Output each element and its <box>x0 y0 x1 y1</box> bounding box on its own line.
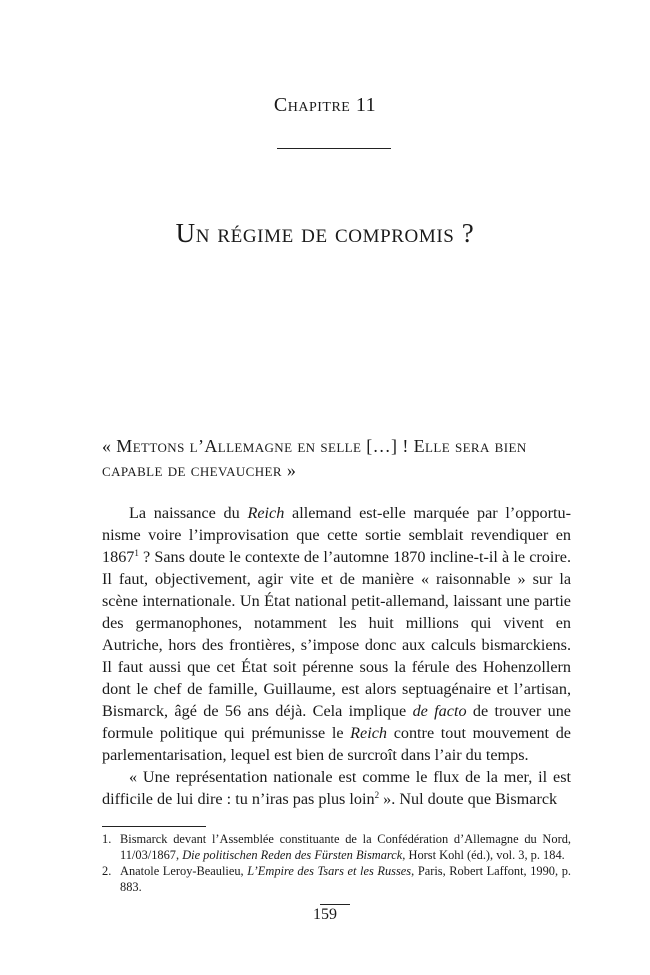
page-number-rule <box>320 904 350 905</box>
paragraph-text: « Une représentation nationale est comme le flux de la mer, il est difficile de lui dire : tu n’iras pas plus loin <box>102 768 571 808</box>
footnote-title: Die politischen Reden des Fürsten Bismarck <box>182 848 403 862</box>
footnote-ref-2[interactable]: 2 <box>374 790 380 800</box>
paragraph-text: ». Nul doute que Bismarck <box>379 790 558 808</box>
footnote-text-part: , Paris, Robert Laffont, 1990, p. 883. <box>120 864 571 894</box>
paragraph-text: La naissance du <box>129 504 248 522</box>
paragraph-text: ? Sans doute le contexte de l’automne 1870 incline-t-il à le croire. Il faut, objectivement, agir vite et de manière « raisonnable » sur la scène internationale. Un État national petit-allemand, laissant une partie des germanophones, notamment les huit millions qui vivent en Autriche, hors des frontières, s’impose donc aux calculs bismarckiens. Il faut aussi que cet État soit pérenne sous la férule des Hohenzollern dont le chef de famille, Guillaume, est alors septuagénaire et l’artisan, Bismarck, âgé de 56 ans déjà. Cela implique <box>102 548 571 720</box>
chapter-title: Un régime de compromis ? <box>175 218 475 248</box>
footnote-text-part: Bismarck devant l’Assemblée constituante de la Confédération d’Allemagne du Nord, 11/03/1867, <box>120 832 571 862</box>
italic-term: de facto <box>412 702 467 720</box>
footnote-1 <box>102 831 571 863</box>
italic-term: Reich <box>350 724 388 742</box>
paragraph-1 <box>102 502 571 766</box>
footnote-text <box>120 831 571 863</box>
body-text <box>102 502 571 810</box>
footnote-title: L’Empire des Tsars et les Russes <box>247 864 412 878</box>
footnote-number: 1. <box>102 832 112 846</box>
footnote-number: 2. <box>102 864 112 878</box>
page-number: 159 <box>313 906 337 923</box>
chapter-divider <box>277 148 391 149</box>
paragraph-text: de trouver une formule politique qui prémunisse le <box>102 702 571 742</box>
paragraph-2 <box>102 766 571 810</box>
footnote-ref-1[interactable]: 1 <box>134 548 139 558</box>
italic-term: Reich <box>247 504 285 522</box>
footnote-2 <box>102 863 571 895</box>
paragraph-text: contre tout mouvement de parlementarisation, lequel est bien de surcroît dans l’air du temps. <box>102 724 571 764</box>
footnote-text-part: Anatole Leroy-Beaulieu, <box>120 864 248 878</box>
section-heading: « Mettons l’Allemagne en selle […] ! Elle sera bien capable de chevaucher » <box>102 436 527 480</box>
footnote-text <box>120 863 571 895</box>
footnote-divider <box>102 826 206 827</box>
chapter-label: Chapitre 11 <box>273 94 377 116</box>
paragraph-text: allemand est-elle marquée par l’opportu-nisme voire l’improvisation que cette sortie semblait revendiquer en 1867 <box>102 504 571 566</box>
footnotes <box>102 831 571 895</box>
footnote-text-part: , Horst Kohl (éd.), vol. 3, p. 184. <box>402 848 565 862</box>
